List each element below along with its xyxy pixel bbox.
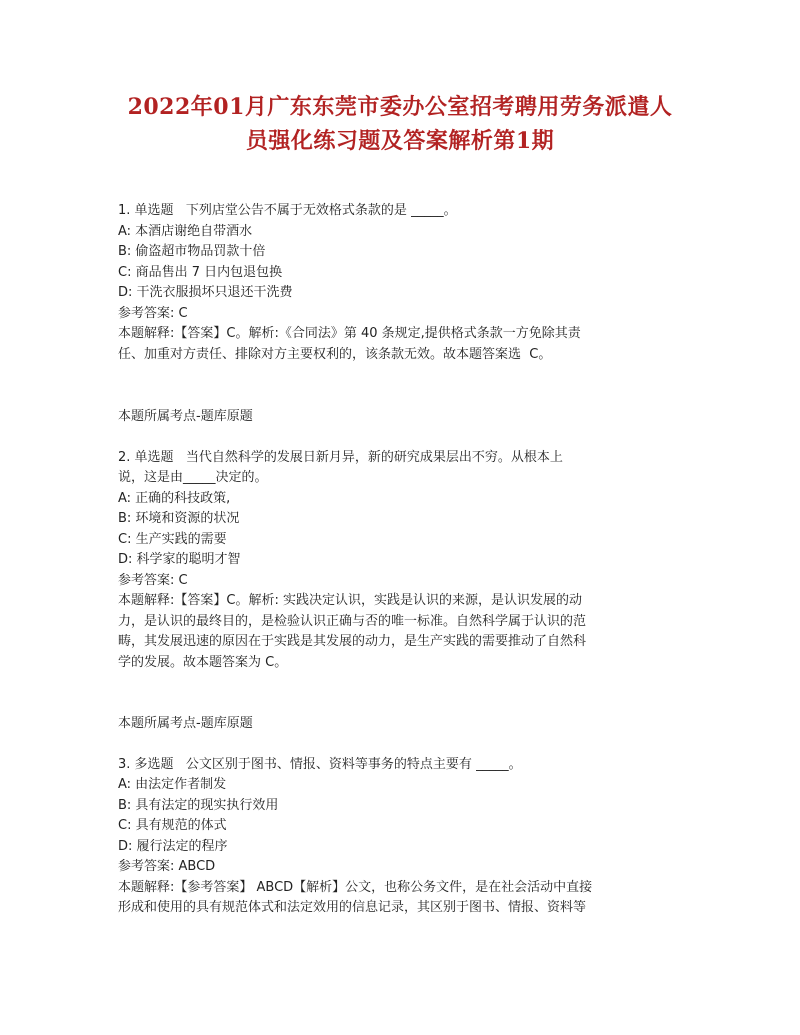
explanation-line: 形成和使用的具有规范体式和法定效用的信息记录，其区别于图书、情报、资料等 bbox=[118, 900, 587, 915]
knowledge-point: 本题所属考点-题库原题 bbox=[118, 409, 253, 424]
question-1 bbox=[118, 201, 683, 428]
question-2 bbox=[118, 448, 683, 735]
reference-answer: 参考答案: C bbox=[118, 572, 188, 588]
option-a: A: 正确的科技政策, bbox=[118, 490, 231, 506]
explanation-line: 学的发展。故本题答案为 C。 bbox=[118, 654, 288, 670]
option-d: D: 履行法定的程序 bbox=[118, 838, 228, 854]
option-b: B: 偷盗超市物品罚款十倍 bbox=[118, 244, 266, 259]
explanation-line: 力，是认识的最终目的，是检验认识正确与否的唯一标准。自然科学属于认识的范 bbox=[118, 613, 587, 629]
question-stem: 3. 多选题 公文区别于图书、情报、资料等事务的特点主要有 _____。 bbox=[118, 756, 522, 772]
option-b: B: 具有法定的现实执行效用 bbox=[118, 797, 279, 813]
title-line-2: 员强化练习题及答案解析第1期 bbox=[245, 128, 555, 154]
option-d: D: 干洗衣服损坏只退还干洗费 bbox=[118, 285, 293, 300]
reference-answer: 参考答案: ABCD bbox=[118, 859, 216, 874]
question-3 bbox=[118, 755, 683, 919]
option-a: A: 由法定作者制发 bbox=[118, 777, 227, 792]
question-stem: 2. 单选题 当代自然科学的发展日新月异，新的研究成果层出不穷。从根本上 bbox=[118, 449, 563, 465]
question-stem: 1. 单选题 下列店堂公告不属于无效格式条款的是 _____。 bbox=[118, 203, 457, 218]
reference-answer: 参考答案: C bbox=[118, 305, 188, 321]
knowledge-point: 本题所属考点-题库原题 bbox=[118, 716, 253, 731]
explanation-line: 本题解释:【参考答案】 ABCD【解析】公文，也称公务文件，是在社会活动中直接 bbox=[118, 879, 593, 895]
question-stem: 说，这是由_____决定的。 bbox=[118, 470, 268, 485]
document-title bbox=[100, 90, 700, 158]
option-c: C: 具有规范的体式 bbox=[118, 818, 227, 833]
title-line-1: 2022年01月广东东莞市委办公室招考聘用劳务派遣人 bbox=[127, 94, 673, 120]
option-a: A: 本酒店谢绝自带酒水 bbox=[118, 223, 253, 239]
explanation-line: 本题解释:【答案】C。解析: 实践决定认识，实践是认识的来源，是认识发展的动 bbox=[118, 593, 582, 608]
explanation-line: 畴，其发展迅速的原因在于实践是其发展的动力，是生产实践的需要推动了自然科 bbox=[118, 634, 587, 649]
option-c: C: 生产实践的需要 bbox=[118, 531, 227, 547]
option-b: B: 环境和资源的状况 bbox=[118, 511, 240, 526]
option-c: C: 商品售出 7 日内包退包换 bbox=[118, 264, 283, 280]
explanation-line: 任、加重对方责任、排除对方主要权利的，该条款无效。故本题答案选 C。 bbox=[118, 346, 552, 362]
option-d: D: 科学家的聪明才智 bbox=[118, 552, 241, 567]
question-list bbox=[118, 201, 683, 919]
explanation-line: 本题解释:【答案】C。解析:《合同法》第 40 条规定,提供格式条款一方免除其责 bbox=[118, 326, 581, 341]
